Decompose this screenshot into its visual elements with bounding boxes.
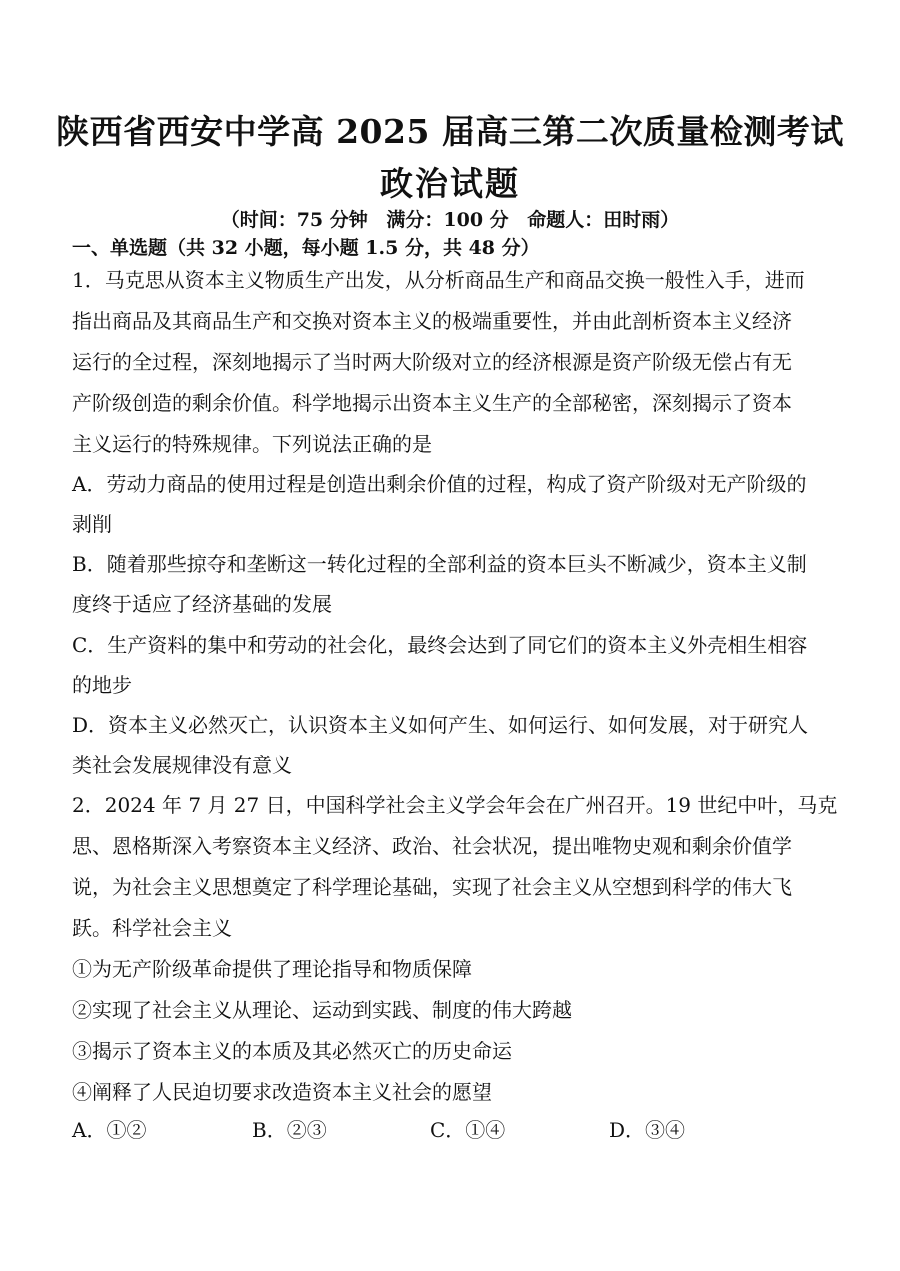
q1-stem-line: 运行的全过程，深刻地揭示了当时两大阶级对立的经济根源是资产阶级无偿占有无 — [72, 350, 792, 374]
q1-option-a: A．劳动力商品的使用过程是创造出剩余价值的过程，构成了资产阶级对无产阶级的 — [72, 472, 807, 496]
q2-stem-line: 思、恩格斯深入考察资本主义经济、政治、社会状况，提出唯物史观和剩余价值学 — [72, 834, 792, 858]
q1-option-b-cont: 度终于适应了经济基础的发展 — [72, 592, 332, 616]
q2-statement-1: ①为无产阶级革命提供了理论指导和物质保障 — [72, 957, 472, 981]
q1-option-b: B．随着那些掠夺和垄断这一转化过程的全部利益的资本巨头不断减少，资本主义制 — [72, 552, 807, 576]
q2-choice-b: B．②③ — [252, 1118, 327, 1142]
exam-score: 满分：100 分 — [386, 209, 509, 231]
exam-subtitle: 政治试题 — [380, 164, 520, 203]
q2-stem-line: 跃。科学社会主义 — [72, 916, 232, 940]
q2-choice-c: C．①④ — [430, 1118, 506, 1142]
exam-title: 陕西省西安中学高 2025 届高三第二次质量检测考试 — [56, 112, 844, 151]
q1-option-c: C．生产资料的集中和劳动的社会化，最终会达到了同它们的资本主义外壳相生相容 — [72, 633, 808, 657]
q1-option-a-cont: 剥削 — [72, 512, 112, 536]
q2-stem-line: 2．2024 年 7 月 27 日，中国科学社会主义学会年会在广州召开。19 世纪中叶，马克 — [72, 793, 838, 817]
exam-time: （时间：75 分钟 — [220, 209, 368, 231]
q2-stem-line: 说，为社会主义思想奠定了科学理论基础，实现了社会主义从空想到科学的伟大飞 — [72, 875, 792, 899]
q2-choice-d: D．③④ — [609, 1118, 686, 1142]
q2-choices — [72, 1114, 832, 1142]
q1-option-d-cont: 类社会发展规律没有意义 — [72, 753, 292, 777]
section-heading: 一、单选题（共 32 小题，每小题 1.5 分，共 48 分） — [72, 237, 540, 259]
q2-statement-3: ③揭示了资本主义的本质及其必然灭亡的历史命运 — [72, 1039, 512, 1063]
q1-stem-line: 1．马克思从资本主义物质生产出发，从分析商品生产和商品交换一般性入手，进而 — [72, 268, 805, 292]
q1-stem-line: 指出商品及其商品生产和交换对资本主义的极端重要性，并由此剖析资本主义经济 — [72, 309, 792, 333]
q1-option-d: D．资本主义必然灭亡，认识资本主义如何产生、如何运行、如何发展，对于研究人 — [72, 713, 809, 737]
q1-stem-line: 主义运行的特殊规律。下列说法正确的是 — [72, 432, 432, 456]
exam-author: 命题人：田时雨） — [527, 209, 680, 231]
q1-stem-line: 产阶级创造的剩余价值。科学地揭示出资本主义生产的全部秘密，深刻揭示了资本 — [72, 391, 792, 415]
exam-info — [0, 205, 900, 232]
q2-statement-2: ②实现了社会主义从理论、运动到实践、制度的伟大跨越 — [72, 998, 572, 1022]
q2-statement-4: ④阐释了人民迫切要求改造资本主义社会的愿望 — [72, 1080, 492, 1104]
q2-choice-a: A．①② — [72, 1118, 147, 1142]
q1-option-c-cont: 的地步 — [72, 673, 132, 697]
